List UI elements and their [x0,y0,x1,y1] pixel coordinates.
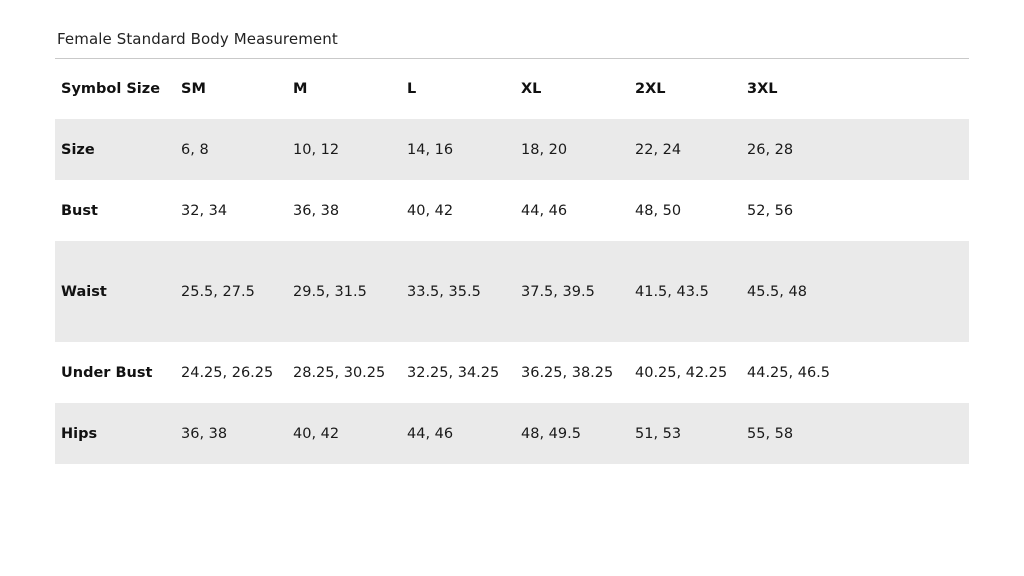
cell-waist-l: 33.5, 35.5 [401,241,515,342]
cell-bust-m: 36, 38 [287,180,401,241]
table-header-row [55,59,969,119]
cell-waist-2xl: 41.5, 43.5 [629,241,741,342]
table-row [55,342,969,403]
cell-under-bust-m: 28.25, 30.25 [287,342,401,403]
cell-size-l: 14, 16 [401,119,515,180]
cell-bust-xl: 44, 46 [515,180,629,241]
table-header [55,59,969,119]
cell-hips-sm: 36, 38 [175,403,287,464]
cell-under-bust-sm: 24.25, 26.25 [175,342,287,403]
cell-waist-sm: 25.5, 27.5 [175,241,287,342]
table-row [55,119,969,180]
cell-bust-2xl: 48, 50 [629,180,741,241]
cell-hips-m: 40, 42 [287,403,401,464]
row-header-size: Size [55,119,175,180]
cell-hips-2xl: 51, 53 [629,403,741,464]
row-header-under-bust: Under Bust [55,342,175,403]
cell-under-bust-2xl: 40.25, 42.25 [629,342,741,403]
cell-under-bust-l: 32.25, 34.25 [401,342,515,403]
row-header-bust: Bust [55,180,175,241]
column-header-symbol-size: Symbol Size [61,81,161,97]
column-header-3xl: 3XL [747,81,778,97]
column-header-m: M [293,81,308,97]
row-header-waist: Waist [55,241,175,342]
cell-bust-3xl: 52, 56 [741,180,969,241]
cell-bust-sm: 32, 34 [175,180,287,241]
table-body [55,119,969,464]
cell-bust-l: 40, 42 [401,180,515,241]
column-header-xl: XL [521,81,542,97]
cell-size-sm: 6, 8 [175,119,287,180]
table-row [55,180,969,241]
column-header-l: L [407,81,417,97]
cell-size-3xl: 26, 28 [741,119,969,180]
cell-size-2xl: 22, 24 [629,119,741,180]
column-header-sm: SM [181,81,206,97]
table-row [55,403,969,464]
cell-hips-3xl: 55, 58 [741,403,969,464]
cell-hips-xl: 48, 49.5 [515,403,629,464]
row-header-hips: Hips [55,403,175,464]
cell-under-bust-xl: 36.25, 38.25 [515,342,629,403]
page-title: Female Standard Body Measurement [57,30,338,48]
cell-waist-m: 29.5, 31.5 [287,241,401,342]
cell-hips-l: 44, 46 [401,403,515,464]
cell-size-xl: 18, 20 [515,119,629,180]
cell-under-bust-3xl: 44.25, 46.5 [741,342,969,403]
table-row [55,241,969,342]
body-measurement-table [55,59,969,464]
cell-waist-xl: 37.5, 39.5 [515,241,629,342]
column-header-2xl: 2XL [635,81,666,97]
cell-waist-3xl: 45.5, 48 [741,241,969,342]
cell-size-m: 10, 12 [287,119,401,180]
